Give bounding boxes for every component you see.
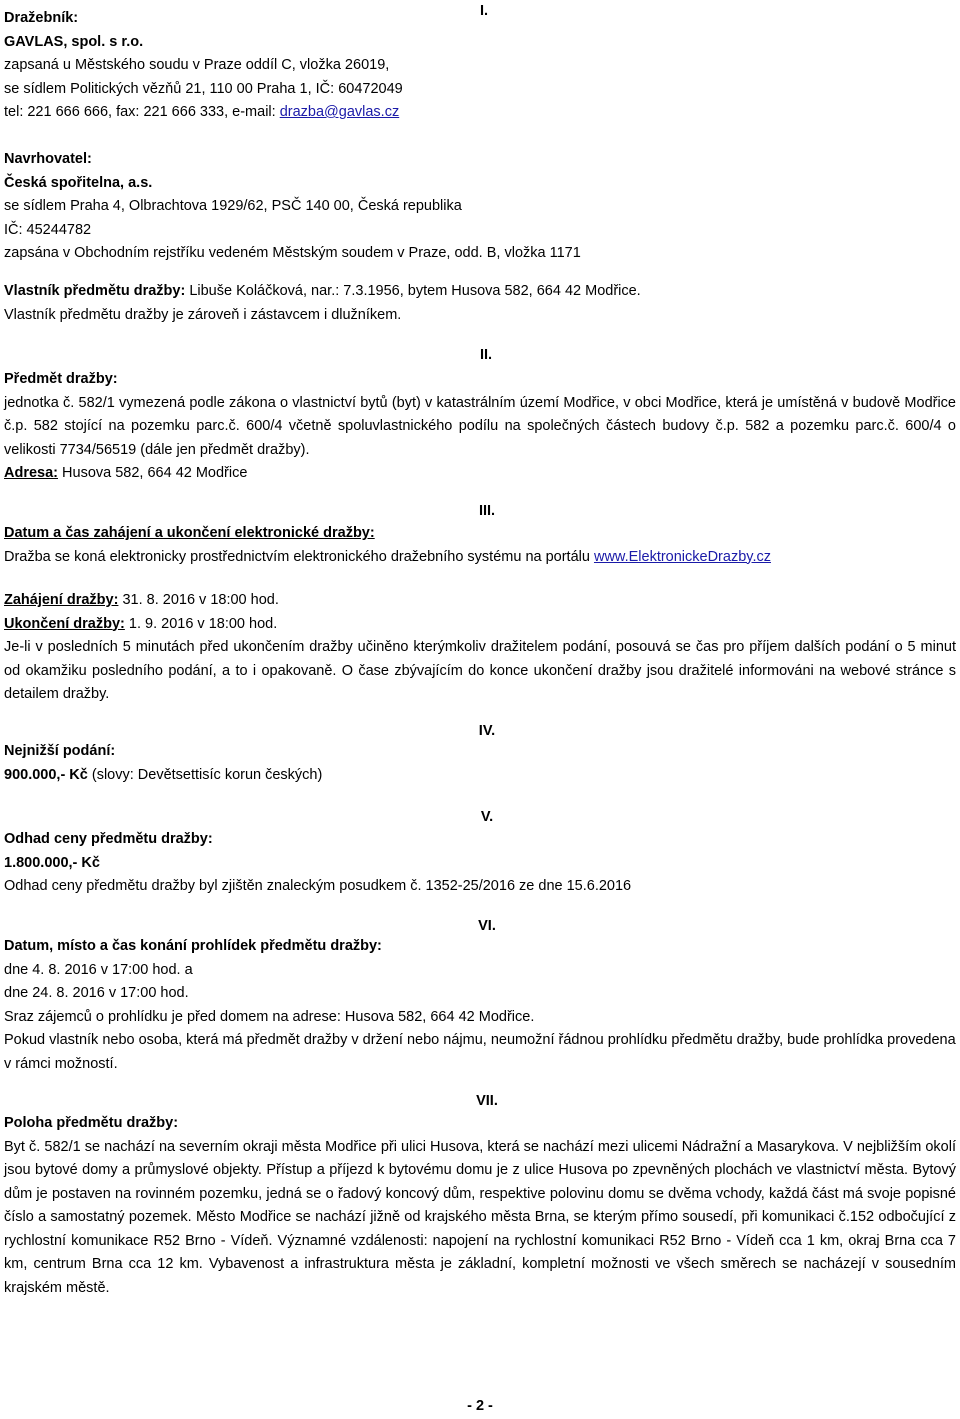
owner-note: Vlastník předmětu dražby je zároveň i zástavcem i dlužníkem.: [4, 306, 402, 323]
min-bid-section: [4, 740, 956, 787]
proposer-heading: Navrhovatel:: [4, 151, 92, 167]
portal-text: Dražba se koná elektronicky prostřednictvím elektronického dražebního systému na portálu: [4, 548, 594, 565]
end-label: Ukončení dražby:: [4, 615, 125, 632]
subject-section: [4, 368, 956, 486]
start-line: [4, 589, 956, 613]
end-line: [4, 613, 956, 637]
auctioneer-name: GAVLAS, spol. s r.o.: [4, 33, 144, 50]
proposer-name: Česká spořitelna, a.s.: [4, 174, 153, 191]
proposer-section: [4, 148, 956, 266]
subject-text: jednotka č. 582/1 vymezená podle zákona o vlastnictví bytů (byt) v katastrálním území Modřice, v obci Modřice, která je umístěná v budově Modřice č.p. 582 stojící na pozemku parc.č. 600/4 včetně spoluvlastnického podílu na společných částech budovy č.p. 582 a pozemku parc.č. 600/4 o velikosti 7734/56519 (dále jen předmět dražby).: [4, 394, 956, 458]
location-heading: Poloha předmětu dražby:: [4, 1115, 179, 1131]
owner-line: [4, 280, 956, 304]
section-number-7: VII.: [476, 1093, 498, 1109]
section-number-2: II.: [479, 347, 493, 363]
start-label: Zahájení dražby:: [4, 592, 119, 608]
proposer-ico: IČ: 45244782: [4, 221, 92, 238]
datetime-heading: Datum a čas zahájení a ukončení elektronické dražby:: [4, 525, 375, 541]
portal-line: [4, 546, 956, 570]
min-bid-heading: Nejnižší podání:: [4, 743, 116, 759]
section-number-6: VI.: [478, 918, 496, 934]
owner-label: Vlastník předmětu dražby:: [4, 283, 186, 299]
subject-heading: Předmět dražby:: [4, 371, 118, 387]
owner-value: Libuše Koláčková, nar.: 7.3.1956, bytem Husova 582, 664 42 Modřice.: [185, 283, 641, 299]
inspection-date-1: dne 4. 8. 2016 v 17:00 hod. a: [4, 961, 193, 978]
page-number: - 2 -: [467, 1398, 493, 1414]
section-number-3: III.: [478, 503, 496, 519]
section-number-1: I.: [479, 3, 489, 19]
datetime-section: [4, 522, 956, 569]
auctioneer-seat: se sídlem Politických vězňů 21, 110 00 Praha 1, IČ: 60472049: [4, 80, 403, 97]
proposer-seat: se sídlem Praha 4, Olbrachtova 1929/62, PSČ 140 00, Česká republika: [4, 198, 462, 214]
inspection-heading: Datum, místo a čas konání prohlídek předmětu dražby:: [4, 938, 382, 954]
min-bid-value: 900.000,- Kč: [4, 766, 88, 783]
inspection-date-2: dne 24. 8. 2016 v 17:00 hod.: [4, 985, 189, 1001]
valuation-section: [4, 828, 956, 899]
location-section: [4, 1112, 956, 1300]
portal-link[interactable]: www.ElektronickeDrazby.cz: [593, 548, 771, 565]
auctioneer-heading: Dražebník:: [4, 10, 79, 26]
owner-section: [4, 280, 956, 327]
auctioneer-registration: zapsaná u Městského soudu v Praze oddíl C, vložka 26019,: [4, 57, 390, 73]
proposer-registration: zapsána v Obchodním rejstříku vedeném Městským soudem v Praze, odd. B, vložka 1171: [4, 245, 581, 261]
auctioneer-section: [4, 7, 956, 125]
subject-address-value: Husova 582, 664 42 Modřice: [58, 465, 248, 481]
end-value: 1. 9. 2016 v 18:00 hod.: [124, 615, 278, 632]
auctioneer-contact: [4, 101, 956, 125]
min-bid-words: (slovy: Devětsettisíc korun českých): [87, 766, 323, 783]
valuation-value: 1.800.000,- Kč: [4, 854, 100, 871]
subject-address: [4, 462, 956, 486]
subject-address-label: Adresa:: [4, 465, 58, 481]
location-text: Byt č. 582/1 se nachází na severním okraji města Modřice při ulici Husova, která se nachází mezi ulicemi Nádražní a Masarykova. V nejbližším okolí jsou bytové domy a průmyslové objekty. Přístup a příjezd k bytovému domu je z ulice Husova po zpevněných plochách ve vlastnictví města. Bytový dům je postaven na rovinném pozemku, jedná se o řadový koncový dům, respektive polovinu domu se dvěma vchody, každá část má svoje popisné číslo a samostatný pozemek. Město Modřice se nachází jižně od krajského města Brna, se kterým přímo sousedí, při komunikaci č.152 odbočující z rychlostní komunikace R52 Brno - Vídeň. Významné vzdálenosti: napojení na rychlostní komunikaci R52 Brno - Vídeň cca 1 km, okraj Brna cca 7 km, centrum Brna cca 12 km. Vybavenost a infrastruktura města je základní, kompletní možnosti ve všech směrech se nacházejí v sousedním krajském městě.: [4, 1138, 956, 1296]
auctioneer-email-link[interactable]: drazba@gavlas.cz: [279, 104, 400, 120]
valuation-text: Odhad ceny předmětu dražby byl zjištěn znaleckým posudkem č. 1352-25/2016 ze dne 15.6.2016: [4, 878, 632, 894]
inspection-section: [4, 935, 956, 1076]
inspection-note: Pokud vlastník nebo osoba, která má předmět dražby v držení nebo nájmu, neumožní řádnou prohlídku předmětu dražby, bude prohlídka provedena v rámci možností.: [4, 1032, 956, 1072]
auctioneer-contact-text: tel: 221 666 666, fax: 221 666 333, e-mail:: [4, 104, 280, 120]
start-value: 31. 8. 2016 v 18:00 hod.: [118, 592, 279, 608]
section-number-5: V.: [480, 809, 494, 825]
auction-times: [4, 589, 956, 707]
extension-text: Je-li v posledních 5 minutách před ukončením dražby učiněno kterýmkoliv dražitelem podání, posouvá se čas pro příjem dalších podání o 5 minut od okamžiku posledního podání, a to i opakovaně. O čase zbývajícím do konce ukončení dražby jsou dražitelé informováni na webové stránce s detailem dražby.: [4, 639, 956, 702]
section-number-4: IV.: [478, 723, 496, 739]
inspection-meeting: Sraz zájemců o prohlídku je před domem na adrese: Husova 582, 664 42 Modřice.: [4, 1008, 535, 1025]
min-bid-line: [4, 764, 956, 788]
valuation-heading: Odhad ceny předmětu dražby:: [4, 831, 213, 847]
